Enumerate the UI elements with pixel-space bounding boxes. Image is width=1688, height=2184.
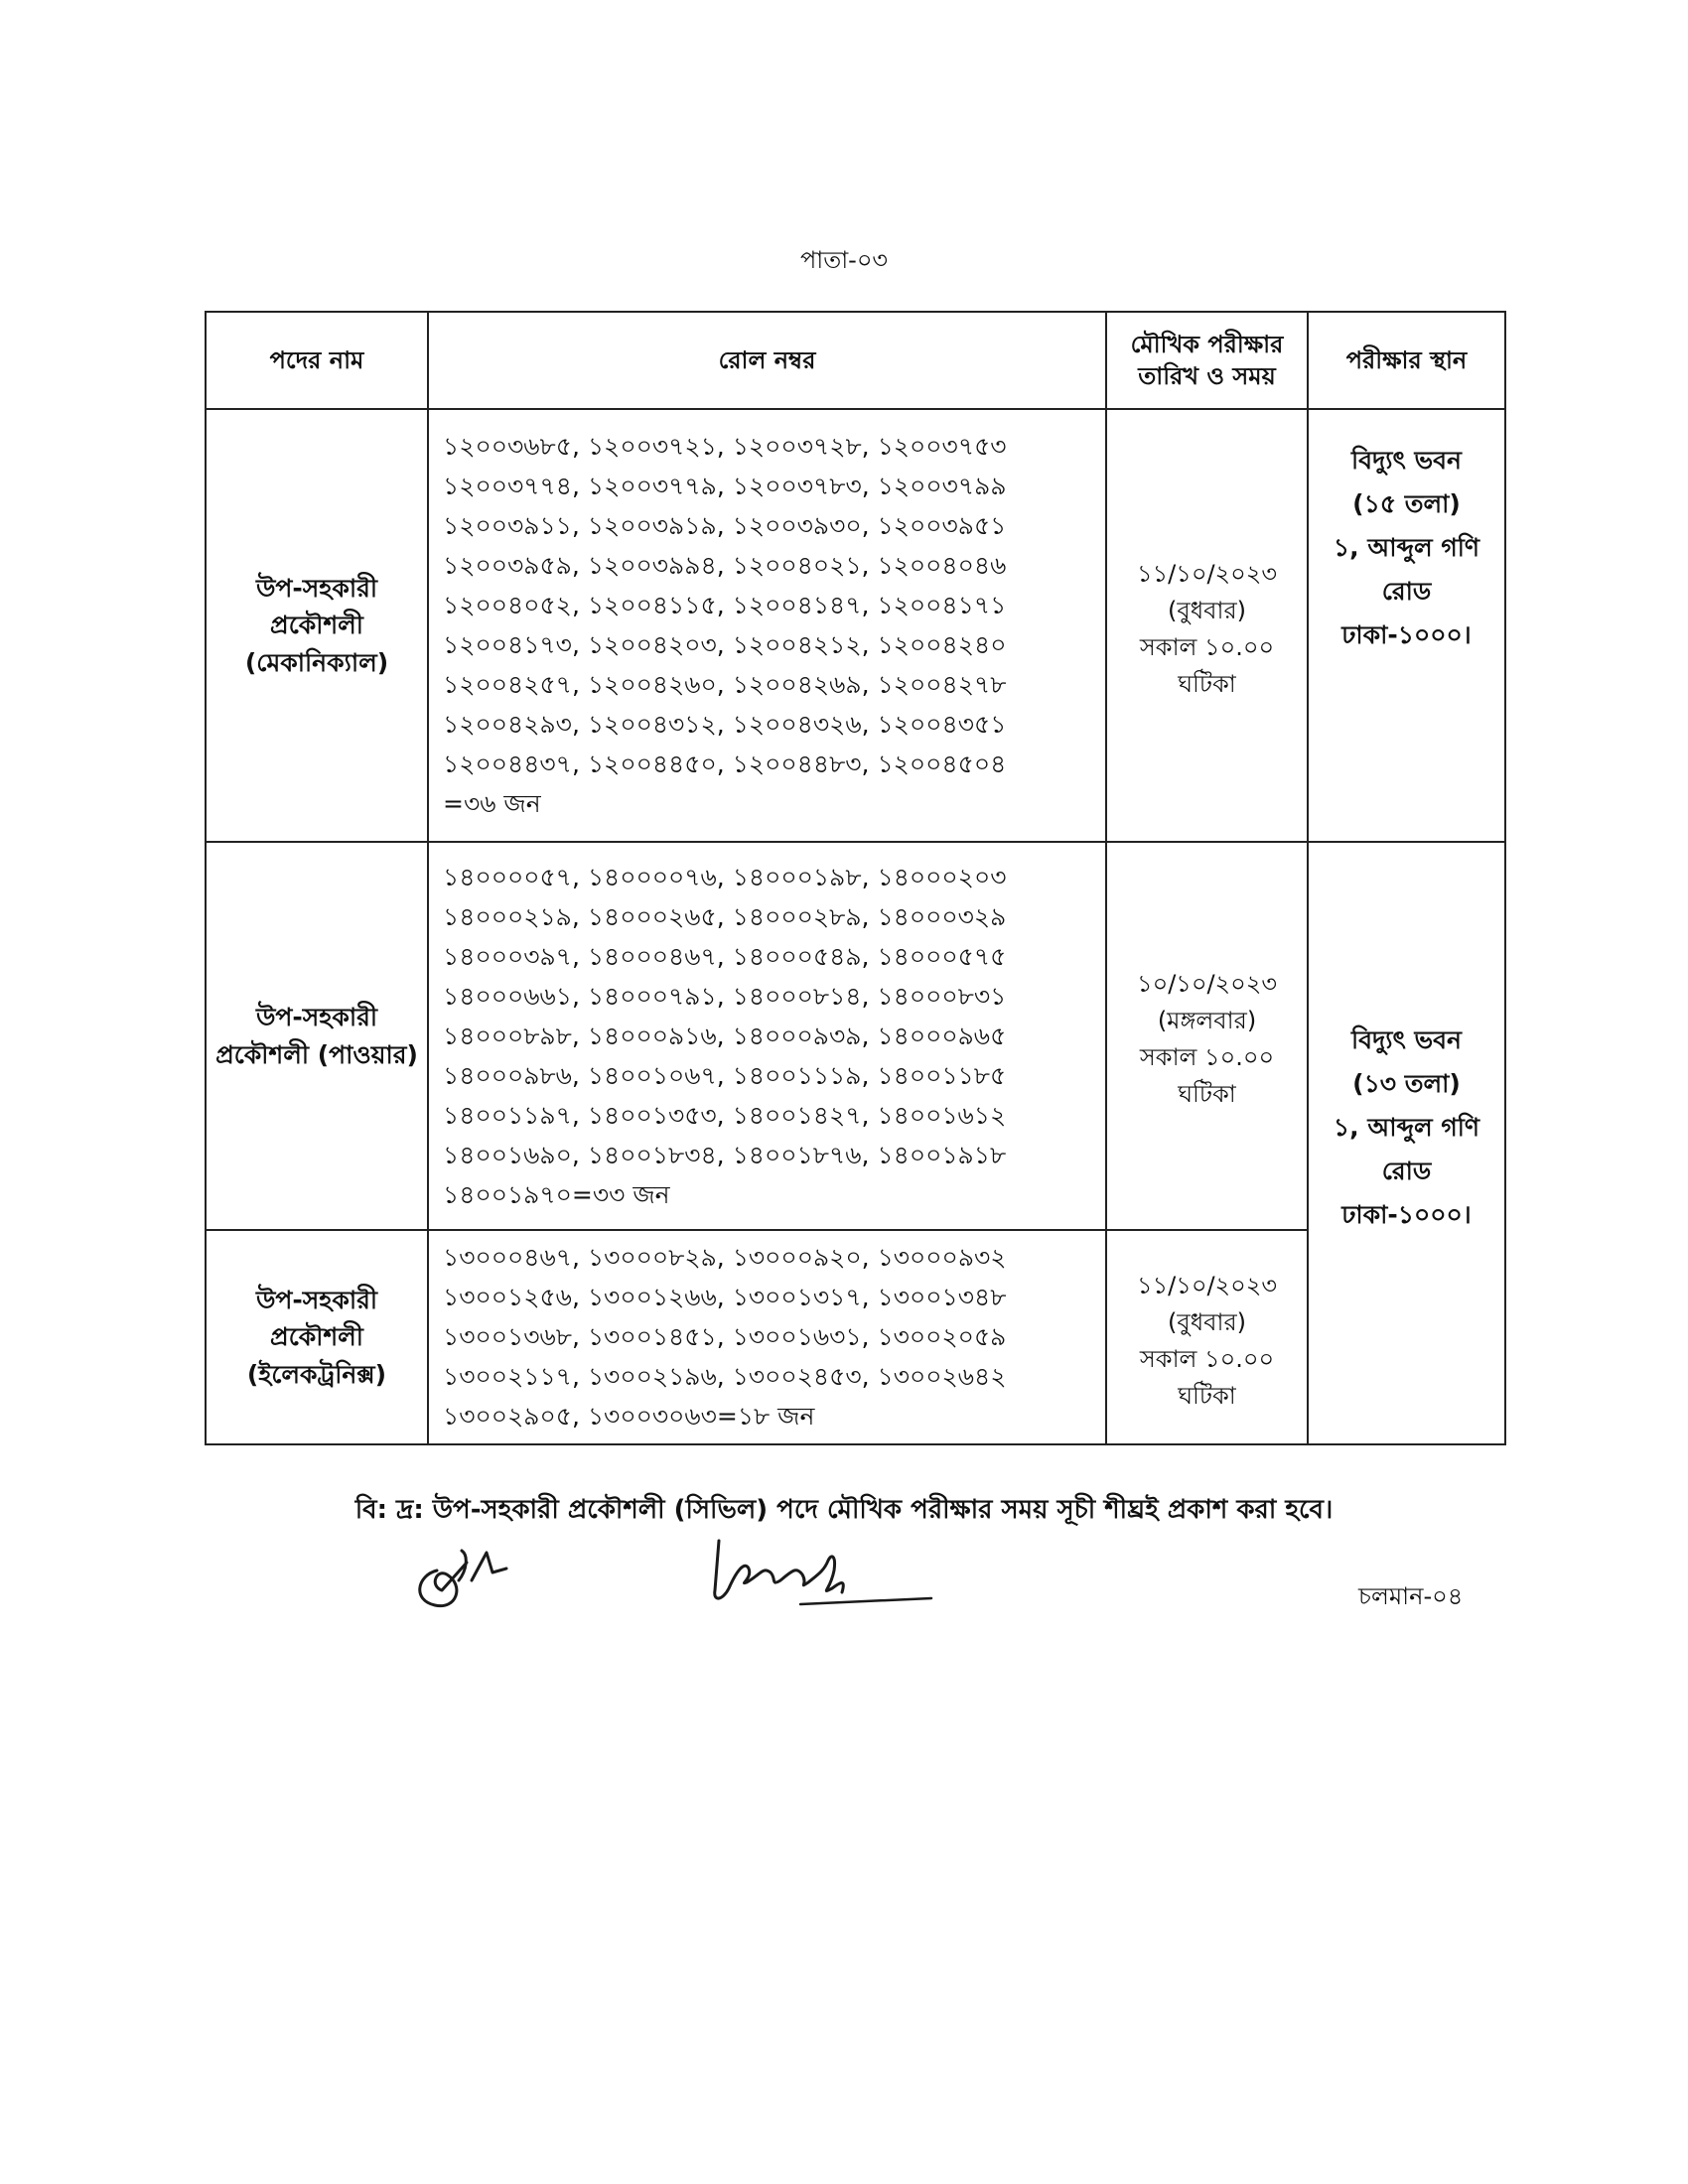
roll-line: ১৪০০০৯৮৬, ১৪০০১০৬৭, ১৪০০১১১৯, ১৪০০১১৮৫ (443, 1060, 1007, 1090)
roll-numbers (428, 842, 1106, 1230)
roll-numbers (428, 1230, 1106, 1444)
roll-line: ১৩০০২১১৭, ১৩০০২১৯৬, ১৩০০২৪৫৩, ১৩০০২৬৪২ (443, 1362, 1007, 1391)
signature-2 (701, 1531, 939, 1620)
roll-line: ১২০০৩৯৫৯, ১২০০৩৯৯৪, ১২০০৪০২১, ১২০০৪০৪৬ (443, 551, 1007, 580)
viva-date: ১১/১০/২০২৩ (1137, 559, 1277, 588)
page-number: পাতা-০৩ (799, 246, 889, 274)
roll-line: ১৪০০০৮৯৮, ১৪০০০৯১৬, ১৪০০০৯৩৯, ১৪০০০৯৬৫ (443, 1021, 1007, 1050)
roll-line: ১৪০০১১৯৭, ১৪০০১৩৫৩, ১৪০০১৪২৭, ১৪০০১৬১২ (443, 1100, 1007, 1130)
roll-line: ১২০০৩৯১১, ১২০০৩৯১৯, ১২০০৩৯৩০, ১২০০৩৯৫১ (443, 511, 1007, 540)
viva-day: (বুধবার) (1167, 1307, 1247, 1336)
venue-city: ঢাকা-১০০০। (1341, 1199, 1472, 1229)
roll-line: ১২০০৪২৯৩, ১২০০৪৩১২, ১২০০৪৩২৬, ১২০০৪৩৫১ (443, 710, 1007, 739)
venue-floor: (১৩ তলা) (1352, 1068, 1461, 1098)
table-row-mechanical (206, 409, 1505, 842)
roll-line: ১৪০০০৬৬১, ১৪০০০৭৯১, ১৪০০০৮১৪, ১৪০০০৮৩১ (443, 981, 1007, 1011)
viva-day: (মঙ্গলবার) (1157, 1007, 1257, 1034)
signature-1 (407, 1541, 526, 1620)
viva-time-suffix: ঘটিকা (1178, 1381, 1236, 1410)
table-header-row (206, 312, 1505, 409)
roll-line: ১৪০০১৬৯০, ১৪০০১৮৩৪, ১৪০০১৮৭৬, ১৪০০১৯১৮ (443, 1140, 1007, 1169)
roll-line: ১২০০৩৭৭৪, ১২০০৩৭৭৯, ১২০০৩৭৮৩, ১২০০৩৭৯৯ (443, 472, 1007, 500)
continued-label: চলমান-০৪ (1358, 1582, 1464, 1610)
roll-line: ১৪০০০০৫৭, ১৪০০০০৭৬, ১৪০০০১৯৮, ১৪০০০২০৩ (443, 862, 1007, 891)
viva-date-time (1106, 409, 1308, 842)
viva-time: সকাল ১০.০০ (1139, 632, 1275, 661)
venue-address-block (1315, 439, 1498, 657)
viva-time: সকাল ১০.০০ (1139, 1043, 1275, 1071)
roll-line: ১২০০৪৪৩৭, ১২০০৪৪৫০, ১২০০৪৪৮৩, ১২০০৪৫০৪ (443, 750, 1007, 778)
roll-numbers (428, 409, 1106, 842)
viva-day: (বুধবার) (1167, 596, 1247, 624)
venue-cell-13th-floor (1308, 842, 1505, 1444)
roll-line: ১৩০০১২৫৬, ১৩০০১২৬৬, ১৩০০১৩১৭, ১৩০০১৩৪৮ (443, 1283, 1007, 1311)
viva-time-suffix: ঘটিকা (1178, 669, 1236, 698)
header-venue: পরীক্ষার স্থান (1308, 312, 1505, 409)
roll-line: ১২০০৪১৭৩, ১২০০৪২০৩, ১২০০৪২১২, ১২০০৪২৪০ (443, 630, 1007, 659)
post-name: উপ-সহকারী প্রকৌশলী (পাওয়ার) (206, 842, 428, 1230)
roll-line: ১৩০০০৪৬৭, ১৩০০০৮২৯, ১৩০০০৯২০, ১৩০০০৯৩২ (443, 1243, 1007, 1272)
table-row-power (206, 842, 1505, 1230)
viva-date-time (1106, 1230, 1308, 1444)
header-post-name: পদের নাম (206, 312, 428, 409)
footnote: বি: দ্র: উপ-সহকারী প্রকৌশলী (সিভিল) পদে মৌখিক পরীক্ষার সময় সূচী শীঘ্রই প্রকাশ করা হবে। (354, 1495, 1334, 1525)
post-name: উপ-সহকারী প্রকৌশলী (ইলেকট্রনিক্স) (206, 1230, 428, 1444)
roll-total: ১৪০০১৯৭০=৩৩ জন (443, 1179, 670, 1209)
roll-line: ১৪০০০২১৯, ১৪০০০২৬৫, ১৪০০০২৮৯, ১৪০০০৩২৯ (443, 901, 1007, 931)
venue-building: বিদ্যুৎ ভবন (1351, 1024, 1462, 1054)
viva-date-time (1106, 842, 1308, 1230)
venue-address: ১, আব্দুল গণি রোড (1333, 1112, 1480, 1185)
roll-total: ১৩০০২৯০৫, ১৩০০৩০৬৩=১৮ জন (443, 1402, 815, 1431)
venue-cell-15th-floor (1308, 409, 1505, 842)
viva-schedule-table (205, 311, 1506, 1445)
viva-time-suffix: ঘটিকা (1178, 1080, 1236, 1108)
viva-time: সকাল ১০.০০ (1139, 1344, 1275, 1373)
post-name: উপ-সহকারী প্রকৌশলী (মেকানিক্যাল) (206, 409, 428, 842)
roll-line: ১৩০০১৩৬৮, ১৩০০১৪৫১, ১৩০০১৬৩১, ১৩০০২০৫৯ (443, 1322, 1007, 1351)
venue-building: বিদ্যুৎ ভবন (1351, 446, 1462, 475)
roll-line: ১৪০০০৩৯৭, ১৪০০০৪৬৭, ১৪০০০৫৪৯, ১৪০০০৫৭৫ (443, 941, 1007, 971)
venue-address-block (1315, 1019, 1498, 1237)
header-roll-number: রোল নম্বর (428, 312, 1106, 409)
viva-date: ১০/১০/২০২৩ (1137, 970, 1277, 998)
roll-line: ১২০০৩৬৮৫, ১২০০৩৭২১, ১২০০৩৭২৮, ১২০০৩৭৫৩ (443, 432, 1007, 461)
roll-line: ১২০০৪২৫৭, ১২০০৪২৬০, ১২০০৪২৬৯, ১২০০৪২৭৮ (443, 670, 1007, 699)
venue-floor: (১৫ তলা) (1352, 489, 1461, 518)
roll-line: ১২০০৪০৫২, ১২০০৪১১৫, ১২০০৪১৪৭, ১২০০৪১৭১ (443, 591, 1007, 619)
venue-city: ঢাকা-১০০০। (1341, 620, 1472, 649)
header-date-time: মৌখিক পরীক্ষার তারিখ ও সময় (1106, 312, 1308, 409)
viva-date: ১১/১০/২০২৩ (1137, 1271, 1277, 1299)
roll-total: =৩৬ জন (443, 789, 541, 818)
venue-address: ১, আব্দুল গণি রোড (1333, 533, 1480, 606)
